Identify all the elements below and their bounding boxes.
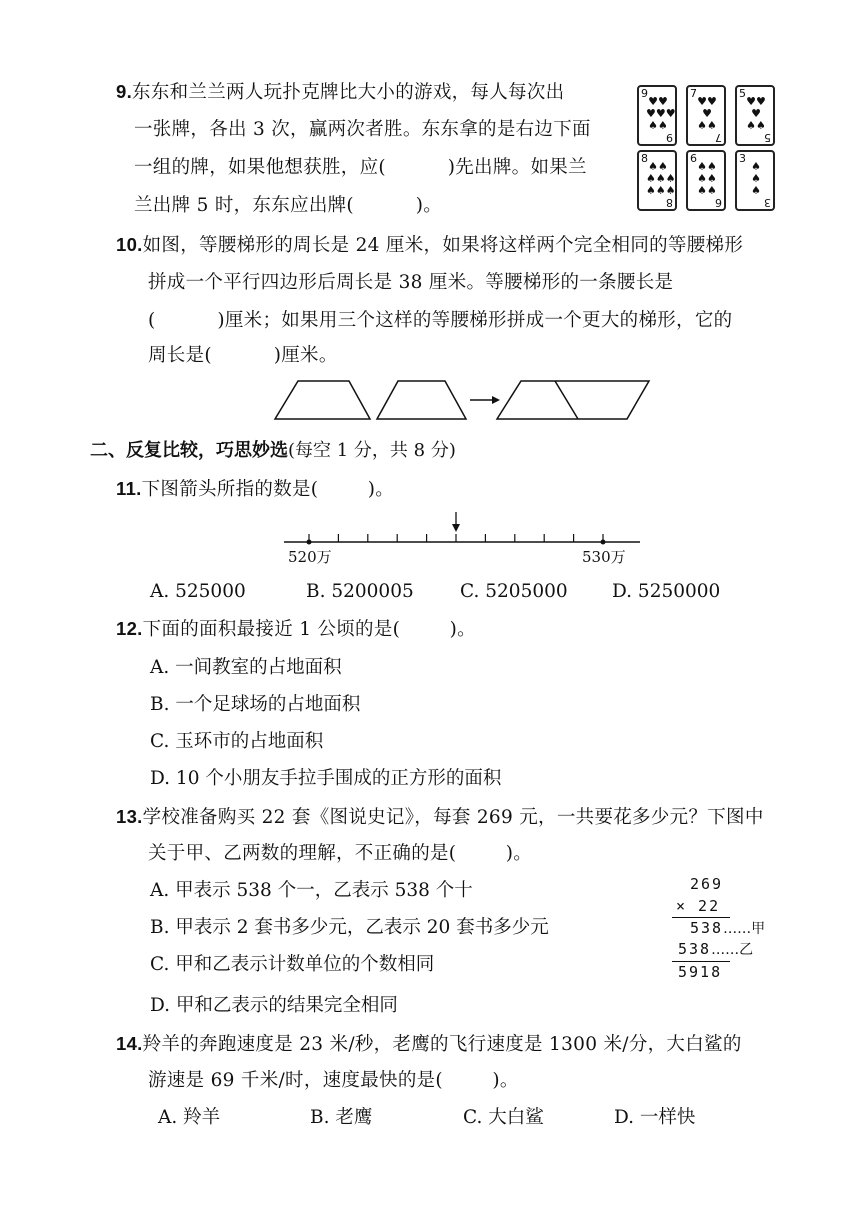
q9-line-2: 一张牌，各出 3 次，赢两次者胜。东东拿的是右边下面 — [134, 119, 591, 140]
playing-card-bottom-1 — [637, 150, 677, 211]
trapezoid-2 — [377, 381, 466, 419]
q11-option-c[interactable]: C. 5205000 — [460, 581, 568, 602]
card-rank-rotated: 9 — [666, 131, 673, 144]
q13-option-c[interactable]: C. 甲和乙表示计数单位的个数相同 — [150, 954, 435, 975]
heart-pips: ♥♥ ♥ ♠♠ — [746, 95, 766, 132]
q11-option-b[interactable]: B. 5200005 — [306, 581, 414, 602]
calc-row-1: 269 — [690, 875, 724, 893]
card-rank: 9 — [641, 87, 648, 100]
playing-card-bottom-3 — [735, 150, 775, 211]
card-rank: 6 — [690, 152, 697, 165]
q12-option-d[interactable]: D. 10 个小朋友手拉手围成的正方形的面积 — [150, 768, 502, 789]
q14-text-1: 羚羊的奔跑速度是 23 米/秒，老鹰的飞行速度是 1300 米/分，大白鲨的 — [142, 1034, 742, 1055]
q14-line-2: 游速是 69 千米/时，速度最快的是( )。 — [148, 1070, 519, 1091]
q12-option-b[interactable]: B. 一个足球场的占地面积 — [150, 694, 361, 715]
q11-option-a[interactable]: A. 525000 — [150, 581, 246, 602]
q11-line — [116, 477, 394, 502]
parallelogram — [497, 381, 649, 419]
q13-line-1 — [116, 805, 764, 830]
calc-row-4 — [678, 939, 753, 961]
card-rank-rotated: 8 — [666, 196, 673, 209]
calc-row-3-value: 538 — [690, 919, 724, 937]
spade-pips: ♠♠ ♠♠♠ ♠♠♠ — [646, 160, 676, 197]
q9-text-1: 东东和兰兰两人玩扑克牌比大小的游戏，每人每次出 — [132, 82, 565, 103]
card-rank: 5 — [739, 87, 746, 100]
q14-option-c[interactable]: C. 大白鲨 — [463, 1107, 544, 1128]
arrow-head-icon — [492, 396, 500, 404]
q9-line-3: 一组的牌，如果他想获胜，应( )先出牌。如果兰 — [134, 157, 587, 178]
q9-number: 9. — [116, 81, 133, 102]
number-line-ticks — [309, 534, 603, 542]
card-rank: 8 — [641, 152, 648, 165]
q13-line-2: 关于甲、乙两数的理解，不正确的是( )。 — [148, 843, 533, 864]
q10-line-3: ( )厘米；如果用三个这样的等腰梯形拼成一个更大的梯形，它的 — [148, 310, 733, 331]
heart-pips: ♥♥ ♥♥♥ ♠♠ — [646, 95, 676, 132]
q11-option-d[interactable]: D. 5250000 — [612, 581, 721, 602]
q10-line-1 — [116, 233, 743, 258]
q14-number: 14. — [116, 1033, 143, 1054]
section-title: 二、反复比较，巧思妙选 — [90, 440, 288, 461]
q14-option-a[interactable]: A. 羚羊 — [158, 1107, 221, 1128]
q9-line-4: 兰出牌 5 时，东东应出牌( )。 — [134, 195, 443, 216]
q13-number: 13. — [116, 806, 143, 827]
playing-card-top-1 — [637, 85, 677, 146]
q14-line-1 — [116, 1032, 742, 1057]
q12-line — [116, 617, 476, 642]
q12-number: 12. — [116, 618, 143, 639]
spade-pips: ♠♠ ♠♠ ♠♠ — [697, 160, 717, 197]
calc-mark-jia: ……甲 — [723, 921, 766, 937]
q11-number: 11. — [116, 478, 142, 499]
right-point — [601, 540, 606, 545]
q10-number: 10. — [116, 234, 143, 255]
parallelogram-divider — [555, 381, 578, 419]
spade-pips: ♠ ♠ ♠ — [751, 160, 761, 197]
calc-row-4-value: 538 — [678, 940, 712, 958]
section-subtitle: (每空 1 分，共 8 分) — [288, 440, 456, 461]
calc-row-5: 5918 — [678, 963, 723, 981]
down-arrow-icon — [452, 524, 460, 532]
card-rank: 7 — [690, 87, 697, 100]
playing-card-top-3 — [735, 85, 775, 146]
q12-option-a[interactable]: A. 一间教室的占地面积 — [150, 657, 342, 678]
q13-text-1: 学校准备购买 22 套《图说史记》，每套 269 元，一共要花多少元？下图中 — [142, 807, 764, 828]
card-rank-rotated: 5 — [764, 131, 771, 144]
left-point — [307, 540, 312, 545]
trapezoid-1 — [275, 381, 370, 419]
q12-option-c[interactable]: C. 玉环市的占地面积 — [150, 731, 324, 752]
playing-card-top-2 — [686, 85, 726, 146]
card-rank-rotated: 6 — [715, 196, 722, 209]
q10-line-4: 周长是( )厘米。 — [148, 345, 338, 366]
q13-option-a[interactable]: A. 甲表示 538 个一，乙表示 538 个十 — [150, 880, 473, 901]
number-line — [0, 510, 867, 550]
label-530wan: 530万 — [582, 548, 626, 566]
q10-line-2: 拼成一个平行四边形后周长是 38 厘米。等腰梯形的一条腰长是 — [148, 272, 674, 293]
trapezoid-figure — [0, 378, 867, 438]
card-rank: 3 — [739, 152, 746, 165]
playing-card-bottom-2 — [686, 150, 726, 211]
q14-option-b[interactable]: B. 老鹰 — [310, 1107, 373, 1128]
q9-line-1 — [116, 80, 564, 105]
calc-row-3 — [690, 918, 765, 940]
q13-option-d[interactable]: D. 甲和乙表示的结果完全相同 — [150, 995, 398, 1016]
q13-option-b[interactable]: B. 甲表示 2 套书多少元，乙表示 20 套书多少元 — [150, 917, 549, 938]
q11-text: 下图箭头所指的数是( )。 — [141, 479, 395, 500]
label-520wan: 520万 — [288, 548, 332, 566]
section-2-heading — [90, 439, 456, 463]
q12-text: 下面的面积最接近 1 公顷的是( )。 — [142, 619, 476, 640]
heart-pips: ♥♥ ♥ ♠♠ — [697, 95, 717, 132]
q10-text-1: 如图，等腰梯形的周长是 24 厘米，如果将这样两个完全相同的等腰梯形 — [142, 235, 744, 256]
card-rank-rotated: 3 — [764, 196, 771, 209]
card-rank-rotated: 7 — [715, 131, 722, 144]
calc-mark-yi: ……乙 — [711, 942, 754, 958]
calc-row-2: × 22 — [676, 897, 721, 915]
q14-option-d[interactable]: D. 一样快 — [614, 1107, 696, 1128]
